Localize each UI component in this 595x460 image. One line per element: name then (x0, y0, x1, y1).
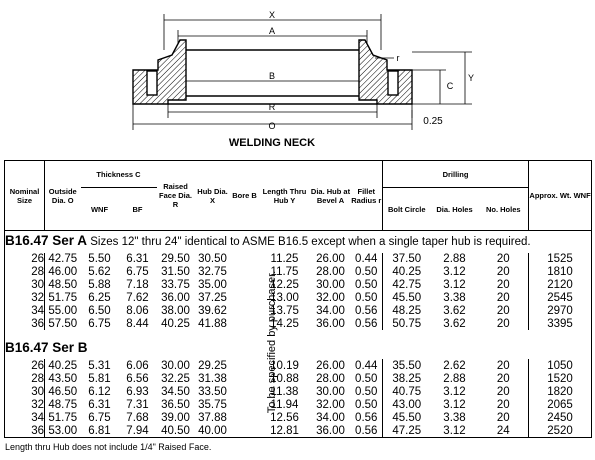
table-cell: 34.00 (316, 304, 345, 317)
table-cell: 36.00 (316, 317, 345, 330)
table-cell: 5.62 (88, 266, 111, 278)
table-cell: 0.50 (351, 372, 383, 385)
table-cell: 20 (479, 266, 529, 279)
header-approx-wt: Approx. Wt. WNF (529, 161, 592, 231)
table-cell: 2970 (547, 304, 573, 317)
table-cell: 7.68 (126, 411, 149, 424)
table-cell: 0.50 (351, 278, 383, 291)
table-cell: 20 (479, 291, 529, 304)
header-hub-dia: Hub Dia. X (195, 161, 231, 231)
table-cell: 26 (5, 359, 45, 372)
table-cell: 29.50 (161, 253, 190, 266)
section-title: B16.47 Ser B (5, 340, 88, 356)
table-cell: 7.31 (126, 398, 149, 411)
table-cell: 1050 (547, 359, 573, 372)
drawing-title: WELDING NECK (228, 137, 316, 149)
section-header-row (5, 231, 592, 253)
table-cell: 45.50 (392, 291, 422, 304)
welding-neck-drawing (0, 0, 595, 160)
table-cell: 32.75 (198, 266, 227, 278)
table-cell: 36 (5, 424, 45, 437)
table-cell: 28 (5, 266, 45, 279)
table-cell: 2450 (547, 411, 573, 424)
table-cell: 28.00 (316, 266, 345, 278)
header-length: Length Thru Hub Y (259, 161, 311, 231)
section-title: B16.47 Ser A (5, 233, 88, 249)
bore-cell (231, 291, 259, 304)
table-cell: 42.75 (48, 253, 78, 266)
vertical-note-text: To be specified by purchaser. (266, 270, 278, 414)
table-cell: 36.50 (161, 398, 190, 411)
table-cell: 7.62 (126, 291, 149, 304)
table-cell: 0.44 (351, 253, 383, 266)
table-body (5, 231, 592, 438)
dim-label-raised-face: 0.25 (423, 116, 443, 127)
bore-cell (231, 304, 259, 317)
bore-cell (231, 424, 259, 437)
table-cell: 2.88 (443, 372, 466, 385)
table-cell: 3.38 (443, 411, 466, 424)
table-cell: 2545 (547, 291, 573, 304)
table-cell: 37.25 (198, 291, 227, 304)
bore-cell (231, 385, 259, 398)
table-cell: 55.00 (48, 304, 78, 317)
header-bore: Bore B (231, 161, 259, 231)
table-row (5, 424, 592, 437)
table-cell: 30 (5, 278, 45, 291)
table-cell: 3.12 (443, 424, 466, 437)
table-cell: 40.25 (48, 359, 78, 372)
right-flange-section (359, 40, 412, 104)
left-flange-section (133, 40, 186, 104)
table-cell: 20 (479, 385, 529, 398)
table-cell: 0.56 (351, 317, 383, 330)
table-cell: 37.88 (198, 411, 227, 424)
table-cell: 6.50 (88, 304, 111, 317)
section-note: Sizes 12" thru 24" identical to ASME B16.5 except when a single taper hub is required. (87, 236, 531, 249)
table-cell: 26.00 (316, 359, 345, 372)
table-cell: 46.50 (48, 385, 78, 398)
table-cell: 40.50 (161, 424, 190, 437)
header-thickness: Thickness C (81, 161, 157, 188)
header-bolt-circle: Bolt Circle (387, 204, 426, 214)
table-cell: 12.25 (270, 278, 299, 291)
table-cell: 5.50 (88, 253, 111, 266)
table-cell: 12.56 (270, 411, 299, 424)
table-cell: 8.44 (126, 317, 149, 330)
table-cell: 3.62 (443, 317, 466, 330)
table-cell: 35.00 (198, 278, 227, 291)
table-cell: 6.25 (88, 291, 111, 304)
table-cell: 0.50 (351, 291, 383, 304)
table-row (5, 411, 592, 424)
dim-label-a: A (268, 26, 276, 36)
table-cell: 48.50 (48, 278, 78, 291)
table-cell: 0.44 (351, 359, 383, 372)
table-cell: 6.81 (88, 424, 111, 437)
table-cell: 11.75 (270, 266, 299, 278)
table-cell: 36.00 (161, 291, 190, 304)
table-cell: 1810 (547, 266, 573, 278)
table-cell: 36.00 (316, 424, 345, 437)
table-cell: 6.56 (126, 372, 149, 385)
table-cell: 6.06 (126, 359, 149, 372)
bore-cell (231, 359, 259, 372)
table-cell: 38.00 (161, 304, 190, 317)
table-cell: 3.62 (443, 304, 466, 317)
table-cell: 37.50 (392, 253, 422, 266)
table-cell: 6.31 (126, 253, 149, 266)
table-cell: 12.81 (270, 424, 299, 437)
table-cell: 48.75 (48, 398, 78, 411)
table-cell: 43.00 (392, 398, 422, 411)
table-cell: 26 (5, 253, 45, 266)
table-cell: 20 (479, 317, 529, 330)
table-cell: 35.50 (392, 359, 422, 372)
table-cell: 13.00 (270, 291, 299, 304)
table-cell: 34 (5, 304, 45, 317)
header-nominal-size: Nominal Size (5, 161, 45, 231)
table-cell: 3.12 (443, 398, 466, 411)
table-cell: 31.50 (161, 266, 190, 278)
table-cell: 20 (479, 278, 529, 291)
table-cell: 2520 (547, 424, 573, 437)
table-cell: 3.12 (443, 385, 466, 398)
table-cell: 20 (479, 253, 529, 266)
table-cell: 45.50 (392, 411, 422, 424)
table-cell: 33.50 (198, 385, 227, 398)
table-row (5, 398, 592, 411)
table-cell: 13.75 (270, 304, 299, 317)
table-cell: 38.25 (392, 372, 422, 385)
bore-cell (231, 266, 259, 279)
header-fillet: Fillet Radius r (351, 161, 383, 231)
table-cell: 30.00 (161, 359, 190, 372)
table-cell: 30.50 (198, 253, 227, 266)
table-cell: 34 (5, 411, 45, 424)
header-drilling: Drilling (383, 161, 529, 188)
table-cell: 32.25 (161, 372, 190, 385)
header-no-holes: No. Holes (479, 188, 529, 231)
table-cell: 36 (5, 317, 45, 330)
table-cell: 28 (5, 372, 45, 385)
table-cell: 20 (479, 398, 529, 411)
table-cell: 31.38 (198, 372, 227, 385)
bore-cell (231, 317, 259, 330)
table-cell: 28.00 (316, 372, 345, 385)
header-dia-holes: Dia. Holes (436, 204, 473, 214)
table-cell: 11.38 (270, 385, 299, 398)
left-bolt-hole (147, 71, 157, 95)
table-cell: 6.93 (126, 385, 149, 398)
table-row (5, 253, 592, 266)
table-cell: 2065 (547, 398, 573, 411)
table-cell: 5.88 (88, 278, 111, 291)
table-cell: 6.75 (88, 411, 111, 424)
table-row (5, 372, 592, 385)
table-row (5, 359, 592, 372)
table-cell: 6.75 (126, 266, 149, 278)
table-cell: 46.00 (48, 266, 78, 278)
table-cell: 2.62 (443, 359, 466, 372)
table-cell: 40.25 (161, 317, 190, 330)
bore-cell (231, 411, 259, 424)
table-cell: 48.25 (392, 304, 422, 317)
table-cell: 10.19 (270, 359, 299, 372)
table-cell: 30.00 (316, 385, 345, 398)
table-cell: 10.88 (270, 372, 299, 385)
table-cell: 26.00 (316, 253, 345, 266)
dim-label-b: B (268, 71, 276, 81)
table-cell: 0.50 (351, 398, 383, 411)
table-cell: 11.94 (270, 398, 299, 411)
header-bf: BF (132, 204, 143, 214)
table-cell: 11.25 (270, 253, 299, 266)
table-cell: 6.75 (88, 317, 111, 330)
table-cell: 20 (479, 304, 529, 317)
table-row (5, 266, 592, 279)
table-cell: 0.50 (351, 266, 383, 279)
table-cell: 2.88 (443, 253, 466, 266)
table-cell: 0.56 (351, 411, 383, 424)
table-cell: 1520 (547, 372, 573, 385)
table-cell: 35.75 (198, 398, 227, 411)
table-cell: 51.75 (48, 411, 78, 424)
table-cell: 40.75 (392, 385, 422, 398)
table-cell: 47.25 (392, 424, 422, 437)
dim-label-r: R (268, 102, 276, 112)
table-cell: 7.94 (126, 424, 149, 437)
table-cell: 2120 (547, 278, 573, 291)
table-cell: 0.50 (351, 385, 383, 398)
footnote: Length thru Hub does not include 1/4" Raised Face. (5, 442, 212, 452)
table-cell: 32 (5, 398, 45, 411)
table-cell: 30.00 (316, 278, 345, 291)
table-cell: 39.00 (161, 411, 190, 424)
bore-cell (231, 398, 259, 411)
dim-label-fillet: r (396, 53, 400, 63)
table-cell: 3.12 (443, 278, 466, 291)
table-row (5, 291, 592, 304)
table-cell: 30 (5, 385, 45, 398)
bore-cell (231, 278, 259, 291)
bore-cell (231, 253, 259, 266)
table-cell: 42.75 (392, 278, 422, 291)
table-row (5, 317, 592, 330)
table-cell: 33.75 (161, 278, 190, 291)
table-cell: 40.25 (392, 266, 422, 278)
header-raised-face: Raised Face Dia. R (157, 161, 195, 231)
flange-spec-table (4, 160, 592, 438)
table-cell: 24 (479, 424, 529, 437)
table-row (5, 385, 592, 398)
table-cell: 40.00 (198, 424, 227, 437)
table-cell: 7.18 (126, 278, 149, 291)
table-cell: 3.38 (443, 291, 466, 304)
table-cell: 3.12 (443, 266, 466, 278)
table-cell: 53.00 (48, 424, 78, 437)
section-spacer (5, 330, 592, 338)
dim-label-c: C (446, 81, 454, 91)
table-cell: 32.00 (316, 291, 345, 304)
table-row (5, 304, 592, 317)
table-cell: 1525 (547, 253, 573, 266)
table-cell: 34.00 (316, 411, 345, 424)
table-cell: 39.62 (198, 304, 227, 317)
table-cell: 32.00 (316, 398, 345, 411)
table-cell: 0.56 (351, 424, 383, 437)
header-hub-bevel: Dia. Hub at Bevel A (311, 161, 351, 231)
dim-label-x: X (268, 10, 276, 20)
table-cell: 29.25 (198, 359, 227, 372)
table-cell: 0.56 (351, 304, 383, 317)
bore-vertical-note (262, 262, 282, 422)
table-cell: 34.50 (161, 385, 190, 398)
table-cell: 20 (479, 359, 529, 372)
table-cell: 1820 (547, 385, 573, 398)
table-cell: 6.31 (88, 398, 111, 411)
table-cell: 3395 (547, 317, 573, 330)
table-cell: 32 (5, 291, 45, 304)
table-cell: 5.81 (88, 372, 111, 385)
table-cell: 43.50 (48, 372, 78, 385)
table-cell: 5.31 (88, 359, 111, 372)
section-header-row (5, 338, 592, 360)
dim-label-o: O (268, 121, 276, 131)
table-cell: 8.06 (126, 304, 149, 317)
header-wnf: WNF (90, 204, 109, 214)
table-cell: 41.88 (198, 317, 227, 330)
table-cell: 20 (479, 372, 529, 385)
dim-label-y: Y (467, 73, 475, 83)
table-row (5, 278, 592, 291)
right-bolt-hole (388, 71, 398, 95)
bore-cell (231, 372, 259, 385)
table-cell: 14.25 (270, 317, 299, 330)
table-cell: 50.75 (392, 317, 422, 330)
table-cell: 20 (479, 411, 529, 424)
table-cell: 57.50 (48, 317, 78, 330)
table-cell: 6.12 (88, 385, 111, 398)
header-outside-dia: Outside Dia. O (45, 161, 81, 231)
table-cell: 51.75 (48, 291, 78, 304)
